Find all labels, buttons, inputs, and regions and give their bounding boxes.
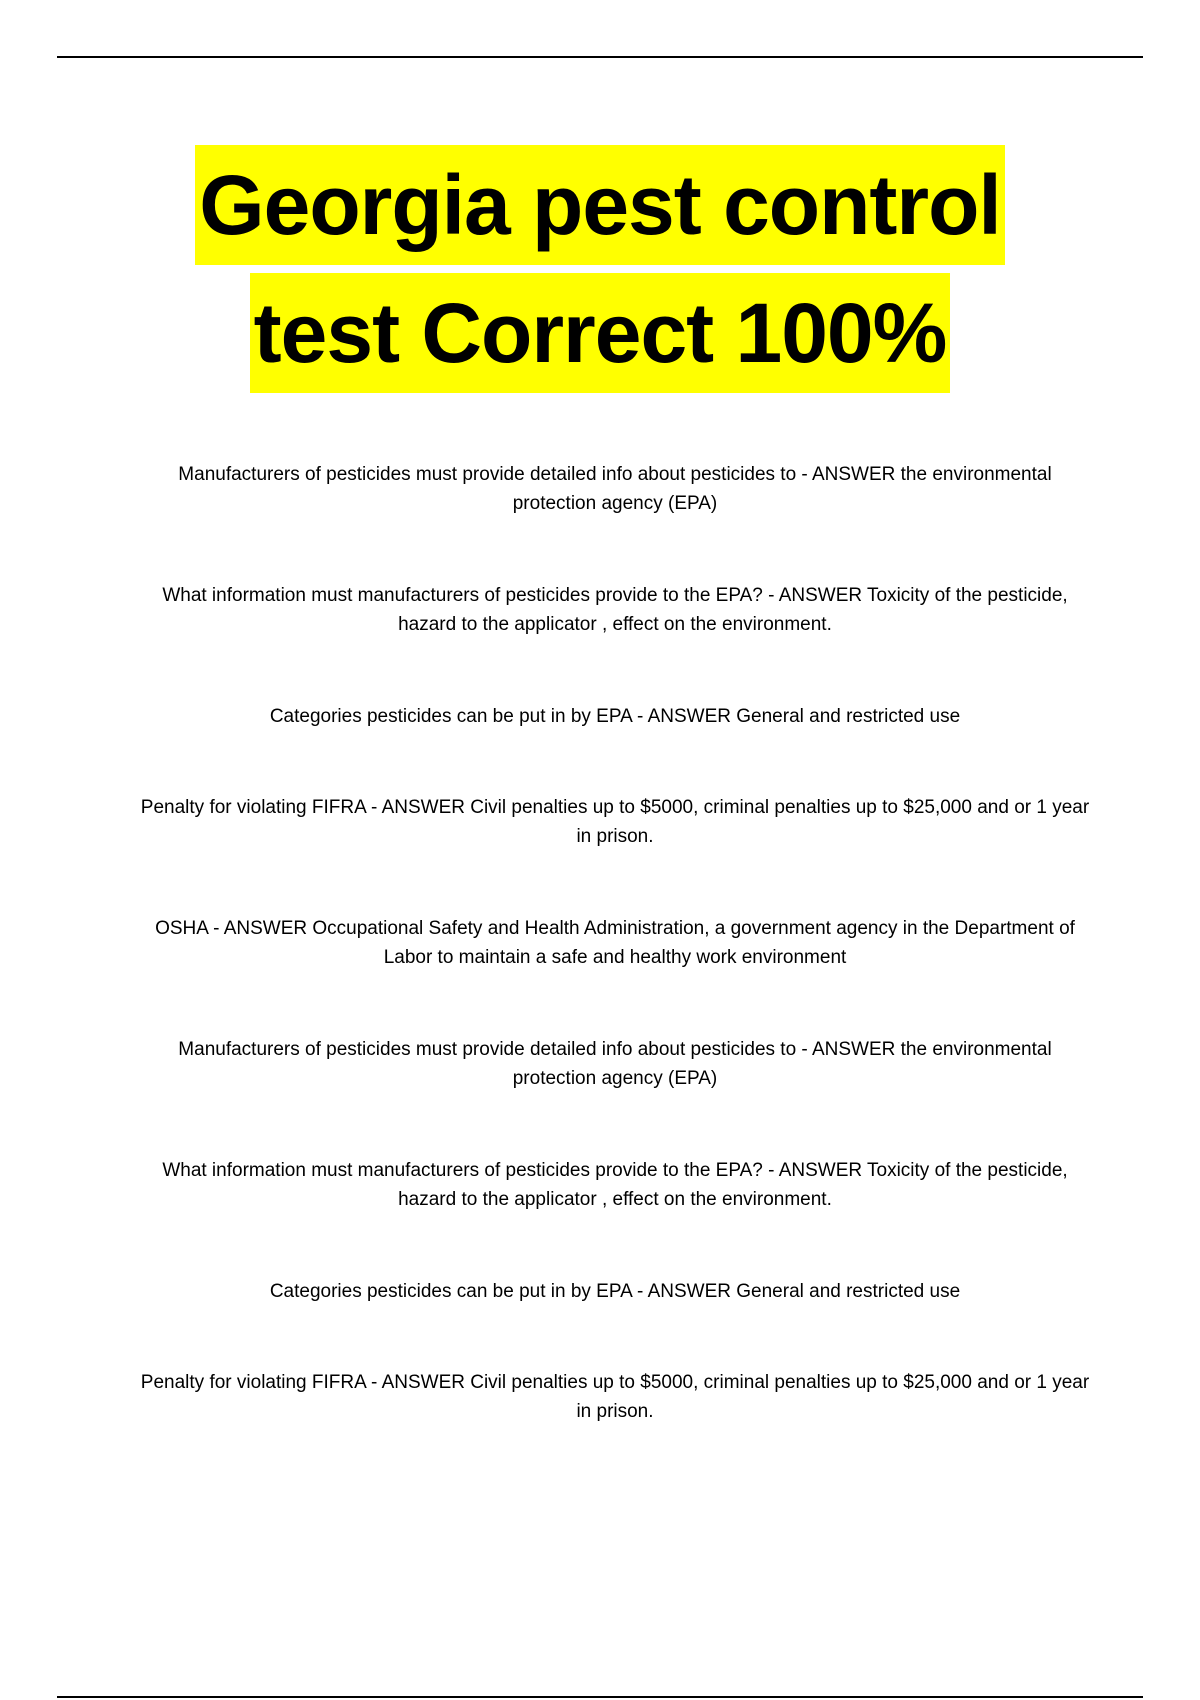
qa-item: What information must manufacturers of pesticides provide to the EPA? - ANSWER Toxicity of the pesticide, hazard to the applicator , effect on the environment. — [162, 1160, 1068, 1210]
qa-item: Penalty for violating FIFRA - ANSWER Civil penalties up to $5000, criminal penalties up to $25,000 and or 1 year in prison. — [140, 797, 1090, 847]
qa-item: OSHA - ANSWER Occupational Safety and Health Administration, a government agency in the Department of Labor to maintain a safe and healthy work environment — [155, 918, 1075, 968]
qa-item: Categories pesticides can be put in by EPA - ANSWER General and restricted use — [269, 1281, 961, 1302]
qa-item: Penalty for violating FIFRA - ANSWER Civil penalties up to $5000, criminal penalties up to $25,000 and or 1 year in prison. — [140, 1372, 1090, 1422]
qa-list — [140, 460, 1090, 1489]
document-title — [0, 145, 1200, 393]
footer-rule — [57, 1696, 1143, 1698]
qa-item: Manufacturers of pesticides must provide detailed info about pesticides to - ANSWER the environmental protection agency (EPA) — [178, 1039, 1052, 1089]
qa-item: Categories pesticides can be put in by EPA - ANSWER General and restricted use — [269, 706, 961, 727]
header-rule — [57, 56, 1143, 58]
title-line-1: Georgia pest control — [195, 145, 1004, 265]
title-line-2: test Correct 100% — [250, 273, 951, 393]
qa-item: What information must manufacturers of pesticides provide to the EPA? - ANSWER Toxicity of the pesticide, hazard to the applicator , effect on the environment. — [162, 585, 1068, 635]
qa-item: Manufacturers of pesticides must provide detailed info about pesticides to - ANSWER the environmental protection agency (EPA) — [178, 464, 1052, 514]
